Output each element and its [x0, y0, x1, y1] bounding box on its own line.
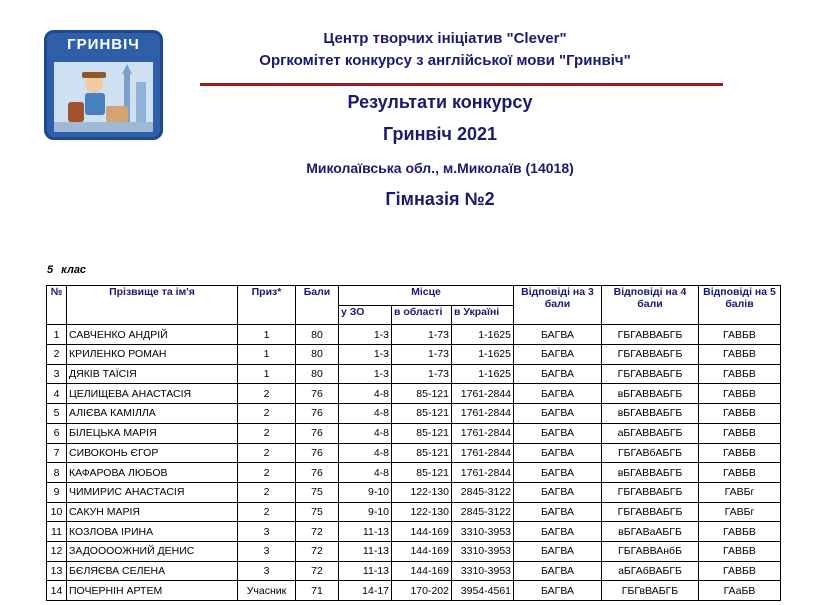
results-table: [46, 285, 781, 601]
organizer-line-2: Оргкомітет конкурсу з англійської мови "Гринвіч": [259, 52, 631, 69]
answers-5-cell: ГАВБВ: [699, 463, 781, 483]
results-title: Результати конкурсу: [347, 92, 533, 112]
student-name-cell: ПОЧЕРНІН АРТЕМ: [67, 581, 238, 601]
prize-cell: 1: [238, 364, 296, 384]
answers-3-cell: БАГВА: [514, 502, 602, 522]
place-school-cell: 4-8: [339, 443, 392, 463]
table-row: [47, 384, 781, 404]
answers-3-cell: БАГВА: [514, 443, 602, 463]
place-region-cell: 144-169: [392, 561, 452, 581]
place-country-cell: 3310-3953: [452, 522, 514, 542]
student-name-cell: ЧИМИРИС АНАСТАСІЯ: [67, 482, 238, 502]
place-region-cell: 144-169: [392, 541, 452, 561]
score-cell: 76: [296, 404, 339, 424]
answers-4-cell: вБГАВВАБГБ: [602, 463, 699, 483]
table-row: [47, 561, 781, 581]
answers-4-cell: вБГАВВАБГБ: [602, 384, 699, 404]
answers-5-cell: ГАВБВ: [699, 561, 781, 581]
answers-4-cell: ГБГАВВАБГБ: [602, 345, 699, 365]
place-region-cell: 1-73: [392, 364, 452, 384]
place-school-cell: 9-10: [339, 502, 392, 522]
row-number-cell: 5: [47, 404, 67, 424]
prize-cell: 2: [238, 443, 296, 463]
prize-cell: 2: [238, 463, 296, 483]
prize-cell: 2: [238, 404, 296, 424]
organizer-line-1: Центр творчих ініціатив "Clever": [323, 30, 567, 47]
place-school-cell: 1-3: [339, 325, 392, 345]
header-place-country: в Україні: [452, 305, 514, 325]
header-answers-4: Відповіді на 4 бали: [602, 286, 699, 325]
place-region-cell: 85-121: [392, 384, 452, 404]
place-school-cell: 14-17: [339, 581, 392, 601]
place-school-cell: 11-13: [339, 541, 392, 561]
answers-5-cell: ГАВБВ: [699, 364, 781, 384]
place-school-cell: 1-3: [339, 345, 392, 365]
answers-3-cell: БАГВА: [514, 463, 602, 483]
student-name-cell: БЄЛЯЄВА СЕЛЕНА: [67, 561, 238, 581]
place-country-cell: 1-1625: [452, 325, 514, 345]
answers-5-cell: ГАВБВ: [699, 384, 781, 404]
row-number-cell: 10: [47, 502, 67, 522]
score-cell: 72: [296, 522, 339, 542]
prize-cell: 2: [238, 502, 296, 522]
logo-illustration: [54, 62, 153, 132]
row-number-cell: 12: [47, 541, 67, 561]
answers-4-cell: ГБГвВАБГБ: [602, 581, 699, 601]
score-cell: 76: [296, 463, 339, 483]
score-cell: 72: [296, 561, 339, 581]
school-name: Гімназія №2: [385, 189, 495, 209]
answers-4-cell: ГБГАВВАБГБ: [602, 482, 699, 502]
table-row: [47, 443, 781, 463]
score-cell: 75: [296, 482, 339, 502]
prize-cell: Учасник: [238, 581, 296, 601]
place-school-cell: 11-13: [339, 522, 392, 542]
table-row: [47, 404, 781, 424]
place-school-cell: 11-13: [339, 561, 392, 581]
score-cell: 71: [296, 581, 339, 601]
place-region-cell: 1-73: [392, 345, 452, 365]
row-number-cell: 2: [47, 345, 67, 365]
answers-5-cell: ГАаБВ: [699, 581, 781, 601]
place-country-cell: 1761-2844: [452, 404, 514, 424]
place-region-cell: 85-121: [392, 443, 452, 463]
answers-3-cell: БАГВА: [514, 325, 602, 345]
contest-logo: [44, 30, 163, 140]
grade-number: 5: [47, 264, 54, 276]
grade-word: клас: [61, 264, 87, 276]
student-name-cell: ЗАДООООЖНИЙ ДЕНИС: [67, 541, 238, 561]
student-name-cell: САКУН МАРІЯ: [67, 502, 238, 522]
row-number-cell: 3: [47, 364, 67, 384]
place-country-cell: 2845-3122: [452, 482, 514, 502]
student-name-cell: ДЯКІВ ТАЇСІЯ: [67, 364, 238, 384]
answers-5-cell: ГАВБг: [699, 502, 781, 522]
header-answers-5: Відповіді на 5 балів: [699, 286, 781, 325]
table-row: [47, 502, 781, 522]
place-country-cell: 3310-3953: [452, 561, 514, 581]
answers-3-cell: БАГВА: [514, 423, 602, 443]
prize-cell: 3: [238, 541, 296, 561]
header-score: Бали: [296, 286, 339, 325]
prize-cell: 2: [238, 423, 296, 443]
header-place: Місце: [339, 286, 514, 306]
student-name-cell: АЛІЄВА КАМІЛЛА: [67, 404, 238, 424]
table-row: [47, 345, 781, 365]
answers-3-cell: БАГВА: [514, 581, 602, 601]
student-name-cell: КОЗЛОВА ІРИНА: [67, 522, 238, 542]
row-number-cell: 4: [47, 384, 67, 404]
place-school-cell: 4-8: [339, 384, 392, 404]
answers-3-cell: БАГВА: [514, 482, 602, 502]
score-cell: 76: [296, 423, 339, 443]
answers-5-cell: ГАВБВ: [699, 325, 781, 345]
row-number-cell: 13: [47, 561, 67, 581]
answers-4-cell: ГБГАВВАнбБ: [602, 541, 699, 561]
row-number-cell: 9: [47, 482, 67, 502]
answers-4-cell: аБГАбВАБГБ: [602, 561, 699, 581]
answers-3-cell: БАГВА: [514, 522, 602, 542]
score-cell: 80: [296, 364, 339, 384]
place-region-cell: 1-73: [392, 325, 452, 345]
answers-3-cell: БАГВА: [514, 384, 602, 404]
score-cell: 80: [296, 345, 339, 365]
prize-cell: 3: [238, 561, 296, 581]
table-row: [47, 522, 781, 542]
place-country-cell: 1761-2844: [452, 443, 514, 463]
student-name-cell: КРИЛЕНКО РОМАН: [67, 345, 238, 365]
answers-4-cell: вБГАВВАБГБ: [602, 404, 699, 424]
answers-3-cell: БАГВА: [514, 561, 602, 581]
prize-cell: 3: [238, 522, 296, 542]
answers-5-cell: ГАВБВ: [699, 541, 781, 561]
student-name-cell: КАФАРОВА ЛЮБОВ: [67, 463, 238, 483]
student-name-cell: СИВОКОНЬ ЄГОР: [67, 443, 238, 463]
table-row: [47, 325, 781, 345]
header-name: Прізвище та ім'я: [67, 286, 238, 325]
score-cell: 72: [296, 541, 339, 561]
answers-4-cell: вБГАВаАБГБ: [602, 522, 699, 542]
place-school-cell: 9-10: [339, 482, 392, 502]
table-row: [47, 463, 781, 483]
header-num: №: [47, 286, 67, 325]
place-school-cell: 4-8: [339, 423, 392, 443]
answers-4-cell: ГБГАВВАБГБ: [602, 364, 699, 384]
row-number-cell: 1: [47, 325, 67, 345]
table-row: [47, 423, 781, 443]
prize-cell: 2: [238, 384, 296, 404]
answers-4-cell: ГБГАВбАБГБ: [602, 443, 699, 463]
prize-cell: 1: [238, 345, 296, 365]
table-row: [47, 581, 781, 601]
score-cell: 75: [296, 502, 339, 522]
score-cell: 76: [296, 443, 339, 463]
student-name-cell: БІЛЕЦЬКА МАРІЯ: [67, 423, 238, 443]
traveler-illustration-icon: [54, 62, 153, 132]
table-row: [47, 541, 781, 561]
table-row: [47, 364, 781, 384]
row-number-cell: 11: [47, 522, 67, 542]
answers-3-cell: БАГВА: [514, 345, 602, 365]
score-cell: 80: [296, 325, 339, 345]
header-place-school: у ЗО: [339, 305, 392, 325]
score-cell: 76: [296, 384, 339, 404]
place-country-cell: 3310-3953: [452, 541, 514, 561]
place-school-cell: 4-8: [339, 404, 392, 424]
row-number-cell: 8: [47, 463, 67, 483]
place-region-cell: 144-169: [392, 522, 452, 542]
place-region-cell: 122-130: [392, 502, 452, 522]
prize-cell: 2: [238, 482, 296, 502]
answers-5-cell: ГАВБВ: [699, 404, 781, 424]
grade-label: [47, 264, 86, 276]
place-country-cell: 2845-3122: [452, 502, 514, 522]
place-country-cell: 1761-2844: [452, 384, 514, 404]
answers-3-cell: БАГВА: [514, 364, 602, 384]
logo-title: ГРИНВІЧ: [67, 36, 140, 53]
header-divider: [200, 83, 723, 86]
student-name-cell: САВЧЕНКО АНДРІЙ: [67, 325, 238, 345]
place-country-cell: 1-1625: [452, 364, 514, 384]
place-school-cell: 4-8: [339, 463, 392, 483]
row-number-cell: 6: [47, 423, 67, 443]
answers-4-cell: ГБГАВВАБГБ: [602, 502, 699, 522]
answers-5-cell: ГАВБВ: [699, 345, 781, 365]
place-country-cell: 1-1625: [452, 345, 514, 365]
place-region-cell: 122-130: [392, 482, 452, 502]
place-school-cell: 1-3: [339, 364, 392, 384]
header-prize: Приз*: [238, 286, 296, 325]
place-region-cell: 85-121: [392, 463, 452, 483]
region-label: Миколаївська обл., м.Миколаїв (14018): [306, 160, 574, 176]
table-row: [47, 482, 781, 502]
answers-5-cell: ГАВБг: [699, 482, 781, 502]
answers-5-cell: ГАВБВ: [699, 443, 781, 463]
answers-3-cell: БАГВА: [514, 404, 602, 424]
row-number-cell: 7: [47, 443, 67, 463]
contest-year-title: Гринвіч 2021: [382, 124, 497, 144]
place-region-cell: 85-121: [392, 404, 452, 424]
answers-4-cell: аБГАВВАБГБ: [602, 423, 699, 443]
place-country-cell: 3954-4561: [452, 581, 514, 601]
header-answers-3: Відповіді на 3 бали: [514, 286, 602, 325]
student-name-cell: ЦЕЛИЩЕВА АНАСТАСІЯ: [67, 384, 238, 404]
place-region-cell: 85-121: [392, 423, 452, 443]
row-number-cell: 14: [47, 581, 67, 601]
answers-4-cell: ГБГАВВАБГБ: [602, 325, 699, 345]
place-country-cell: 1761-2844: [452, 423, 514, 443]
answers-3-cell: БАГВА: [514, 541, 602, 561]
place-region-cell: 170-202: [392, 581, 452, 601]
place-country-cell: 1761-2844: [452, 463, 514, 483]
header-place-region: в області: [392, 305, 452, 325]
answers-5-cell: ГАВБВ: [699, 423, 781, 443]
prize-cell: 1: [238, 325, 296, 345]
answers-5-cell: ГАВБВ: [699, 522, 781, 542]
